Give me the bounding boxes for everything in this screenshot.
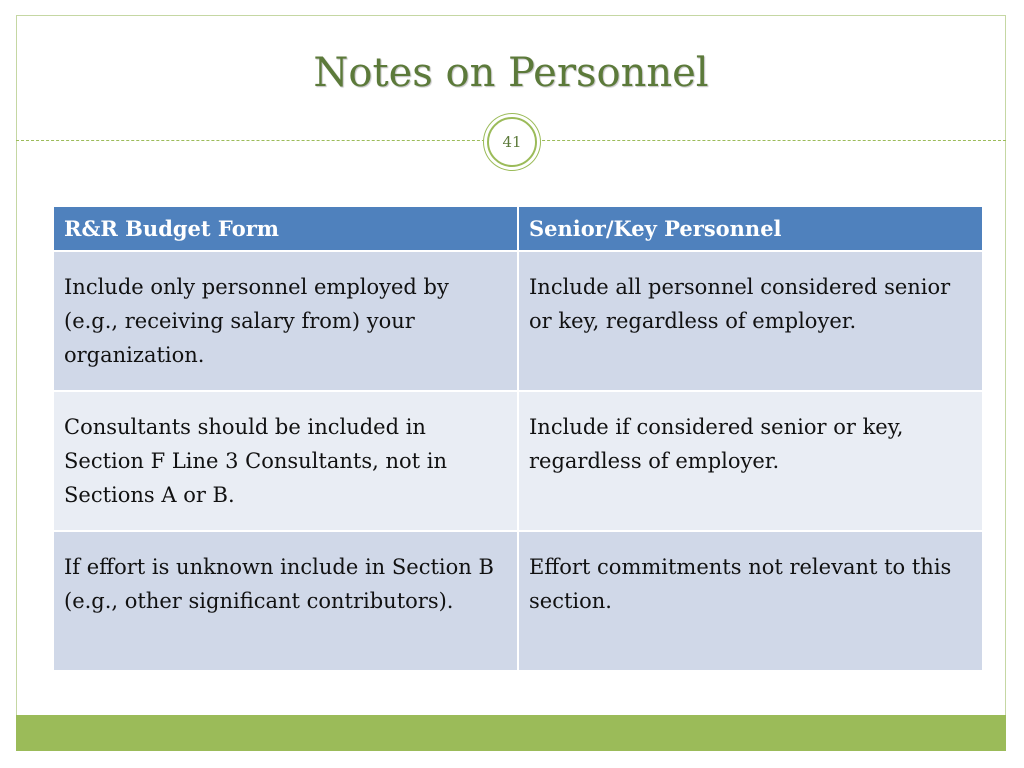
table-cell: If effort is unknown include in Section B (e.g., other significant contributors). <box>53 531 518 671</box>
table-cell: Effort commitments not relevant to this section. <box>518 531 983 671</box>
table-cell: Consultants should be included in Section F Line 3 Consultants, not in Sections A or B. <box>53 391 518 531</box>
table-row <box>53 391 983 531</box>
column-header: R&R Budget Form <box>53 206 518 251</box>
personnel-table <box>52 205 984 672</box>
table-row <box>53 251 983 391</box>
footer-bar <box>16 715 1006 751</box>
column-header: Senior/Key Personnel <box>518 206 983 251</box>
table-cell: Include all personnel considered senior or key, regardless of employer. <box>518 251 983 391</box>
table-cell: Include if considered senior or key, regardless of employer. <box>518 391 983 531</box>
table-header-row <box>53 206 983 251</box>
table-row <box>53 531 983 671</box>
page-number-badge: 41 <box>487 117 537 167</box>
table-cell: Include only personnel employed by (e.g., receiving salary from) your organization. <box>53 251 518 391</box>
slide-title: Notes on Personnel <box>313 50 709 96</box>
